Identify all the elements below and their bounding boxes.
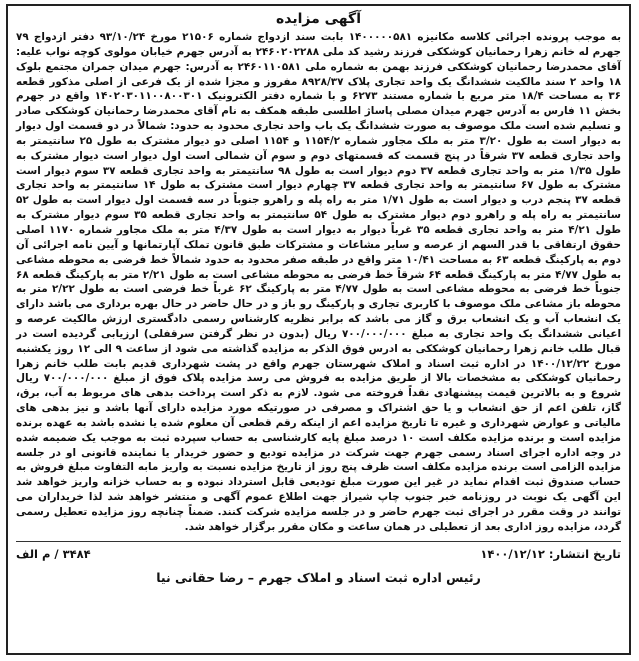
footer-row — [16, 546, 621, 562]
signature-line: رئیس اداره ثبت اسناد و املاک جهرم – رضا حقانی نیا — [156, 569, 481, 585]
notice-title: آگهی مزایده — [275, 11, 361, 27]
footer-divider — [16, 541, 621, 542]
reference-number: ۳۴۸۴ / م الف — [16, 546, 91, 561]
auction-notice — [6, 4, 631, 655]
publish-date: تاریخ انتشار: ۱۴۰۰/۱۲/۱۲ — [480, 546, 621, 561]
notice-body: به موجب پرونده اجرائی کلاسه مکانیزه ۱۴۰۰۰۰۰۵۸۱ بابت سند ازدواج شماره ۲۱۵۰۶ مورخ ۹۳/۱۰/۲۴ دفتر ازدواج ۷۹ جهرم له خانم زهرا رحمانیان کوشککی فرزند رشید کد ملی ۲۴۶۰۲۰۲۲۸۸ به آدرس جهرم خیابان مولوی کوچه نواب علیه: آقای محمدرضا رحمانیان کوشککی فرزند بهمن به شماره ملی ۲۴۶۰۱۱۰۵۸۱ به آدرس: جهرم میدان جمران مجتمع بلوک ۱۸ واحد ۲ سند مالکیت ششدانگ یک واحد تجاری پلاک ۸۹۲۸/۳۷ مفروز و مجزا شده از یک فرعی از اصلی مذکور قطعه ۳۶ به مساحت ۱۸/۴ متر مربع با شماره مستند ۶۲۷۳ و با شماره دفتر الکترونیک ۱۴۰۲۰۳۰۱۱۰۰۸۰۰۳۰۱ واقع در جهرم بخش ۱۱ فارس به آدرس جهرم میدان مصلی پاساژ اطلسی طبقه همکف به نام آقای محمدرضا رحمانیان کوشککی صادر و تسلیم شده است ملک موصوف به صورت ششدانگ یک باب واحد تجاری محدود به حدود: شمالاً در دو قسمت اول دیوار به دیوار است به طول ۳/۲۰ متر به ملک مجاور شماره ۱۱۵۴/۲ و ۱۱۵۴ اصلی دو دیوار مشترک به طول ۲۵ سانتیمتر به واحد تجاری قطعه ۳۷ شرقاً در پنج قسمت که قسمتهای دوم و سوم آن شمالی است اول دیوار است دیوار مشترک به طول ۱/۳۵ متر به واحد تجاری قطعه ۳۷ دوم دیوار است به طول ۹۸ سانتیمتر به واحد تجاری قطعه ۳۷ سوم دیوار است مشترک به طول ۶۷ سانتیمتر به واحد تجاری قطعه ۳۷ چهارم دیوار است مشترک به طول ۱۴ سانتیمتر به واحد تجاری قطعه ۳۷ پنجم درب و دیوار است به طول ۱/۷۱ متر به راه پله و راهرو جنوباً در سه قسمت اول دیوار است به طول ۵۲ سانتیمتر به راه پله و راهرو دوم دیوار مشترک به طول ۵۴ سانتیمتر به واحد تجاری قطعه ۳۵ سوم دیوار مشترک به طول ۴/۲۱ متر به واحد تجاری قطعه ۳۵ غرباً دیوار به دیوار است به طول ۴/۳۷ متر به ملک مجاور شماره ۱۱۷۰ اصلی حقوق ارتفاقی با قدر السهم از عرصه و سایر مشاعات و مشترکات طبق قانون تملک آپارتمانها و آیین نامه اجرائی آن دوم به پارکینگ قطعه ۶۳ به مساحت ۱۰/۴۱ متر واقع در طبقه صفر محدود به حدود شمالاً خط فرضی به محوطه مشاعی به طول ۴/۷۷ متر به پارکینگ قطعه ۶۴ شرقاً خط فرضی به محوطه مشاعی است به طول ۲/۲۱ متر به پارکینگ قطعه ۶۸ جنوباً خط فرضی به محوطه مشاعی است به طول ۴/۷۷ متر به پارکینگ ۶۲ غرباً خط فرضی است به طول ۲/۲۲ متر به محوطه باز مشاعی ملک موصوف با کاربری تجاری و پارکینگ رو باز و در حال حاضر در حال بهره برداری می باشد دارای یک انشعاب آب و یک انشعاب برق و گاز می باشد که برابر نظریه کارشناس رسمی دادگستری ارزش مالکیت عرصه و اعیانی ششدانگ یک واحد تجاری به مبلغ ۷۰۰/۰۰۰/۰۰۰ ریال (بدون در نظر گرفتن سرقفلی) ارزیابی گردیده است در قبال طلب خانم زهرا رحمانیان کوشککی به ادرس فوق الذکر به مزایده گذاشته می شود از ساعت ۹ الی ۱۲ روز یکشنبه مورخ ۱۴۰۰/۱۲/۲۲ در اداره ثبت اسناد و املاک شهرستان جهرم واقع در پشت شهرداری قدیم بابت طلب خانم زهرا رحمانیان کوشککی به مشخصات بالا از طریق مزایده به فروش می رسد مزایده پلاک فوق از مبلغ ۷۰۰/۰۰۰/۰۰۰ ریال شروع و به بالاترین قیمت پیشنهادی نقداً فروخته می شود. لازم به ذکر است پرداخت بدهی های مربوط به آب، برق، گاز، تلفن اعم از حق انشعاب و یا حق اشتراک و مصرفی در صورتیکه مورد مزایده دارای آنها باشد و نیز بدهی های مالیاتی و عوارض شهرداری و غیره تا تاریخ مزایده اعم از اینکه رقم قطعی آن معلوم شده یا نشده باشد به عهده برنده مزایده است و برنده مزایده مکلف است ۱۰ درصد مبلغ پایه کارشناسی به حساب سپرده ثبت به موجب یک ضمیمه شده در وجه اداره اجرای اسناد رسمی جهرم جهت شرکت در مزایده تودیع و حضور خریدار یا نماینده قانونی او در جلسه مزایده الزامی است برنده مزایده مکلف است ظرف پنج روز از تاریخ مزایده نسبت به واریز مابه التفاوت مبلغ فروش به حساب صندوق ثبت اقدام نماید در غیر این صورت مبلغ تودیعی قابل استرداد نبوده و به حساب خزانه واریز خواهد شد این آگهی یک نوبت در روزنامه خبر جنوب چاپ شیراز جهت اطلاع عموم آگهی و منتشر خواهد شد لذا خریداران می توانند در وقت مقرر در اجرای ثبت جهرم حاضر و در جلسه مزایده شرکت کنند. ضمناً چنانچه روز مزایده تعطیل رسمی گردد، مزایده روز اداری بعد از تعطیلی در همان ساعت و مکان مقرر برگزار خواهد شد. — [16, 31, 622, 533]
